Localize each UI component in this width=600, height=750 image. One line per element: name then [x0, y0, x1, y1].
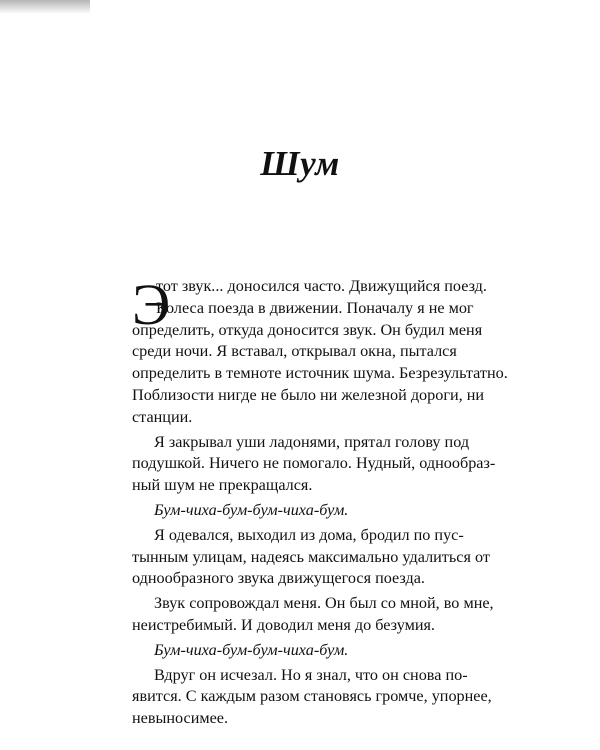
text-line: определить, откуда доносится звук. Он будил меня	[132, 320, 483, 339]
text-line: Бум-чиха-бум-бум-чиха-бум.	[154, 640, 349, 659]
text-line: определить в темноте источник шума. Безрезультатно.	[132, 364, 508, 383]
text-line: Колеса поезда в движении. Поначалу я не мог	[156, 298, 474, 317]
paragraph-3	[132, 500, 480, 522]
text-line: Я закрывал уши ладонями, прятал голову под	[154, 432, 470, 451]
text-line: станции.	[132, 407, 193, 426]
text-line: Бум-чиха-бум-бум-чиха-бум.	[154, 500, 349, 519]
text-line: ный шум не прекращался.	[132, 476, 313, 495]
text-line: явится. С каждым разом становясь громче, упорнее,	[132, 687, 492, 706]
drop-cap: Э	[132, 272, 171, 337]
text-line: Звук сопровождал меня. Он был со мной, во мне,	[154, 594, 494, 613]
text-line: Я одевался, выходил из дома, бродил по пус-	[154, 525, 464, 544]
text-line: тот звук... доносился часто. Движущийся поезд.	[156, 277, 487, 295]
text-line: Вдруг он исчезал. Но я знал, что он снова по-	[154, 665, 468, 684]
text-line: тынным улицам, надеясь максимально удалиться от	[132, 547, 490, 566]
paragraph-1	[132, 272, 508, 429]
body-text	[132, 272, 508, 730]
paragraph-7	[132, 665, 492, 730]
text-line: Поблизости нигде не было ни железной дороги, ни	[132, 385, 485, 404]
text-line: однообразного звука движущегося поезда.	[132, 569, 425, 588]
paragraph-6	[132, 640, 480, 662]
text-line: невыносимее.	[132, 709, 229, 728]
scan-edge-shadow	[0, 0, 90, 14]
chapter-title: Шум	[260, 144, 340, 183]
paragraph-2	[132, 432, 496, 497]
text-line: неистребимый. И доводил меня до безумия.	[132, 615, 435, 634]
text-line: подушкой. Ничего не помогало. Нудный, однообраз-	[132, 454, 496, 473]
paragraph-4	[132, 525, 490, 590]
paragraph-5	[132, 593, 494, 637]
text-line: среди ночи. Я вставал, открывал окна, пытался	[132, 342, 457, 361]
